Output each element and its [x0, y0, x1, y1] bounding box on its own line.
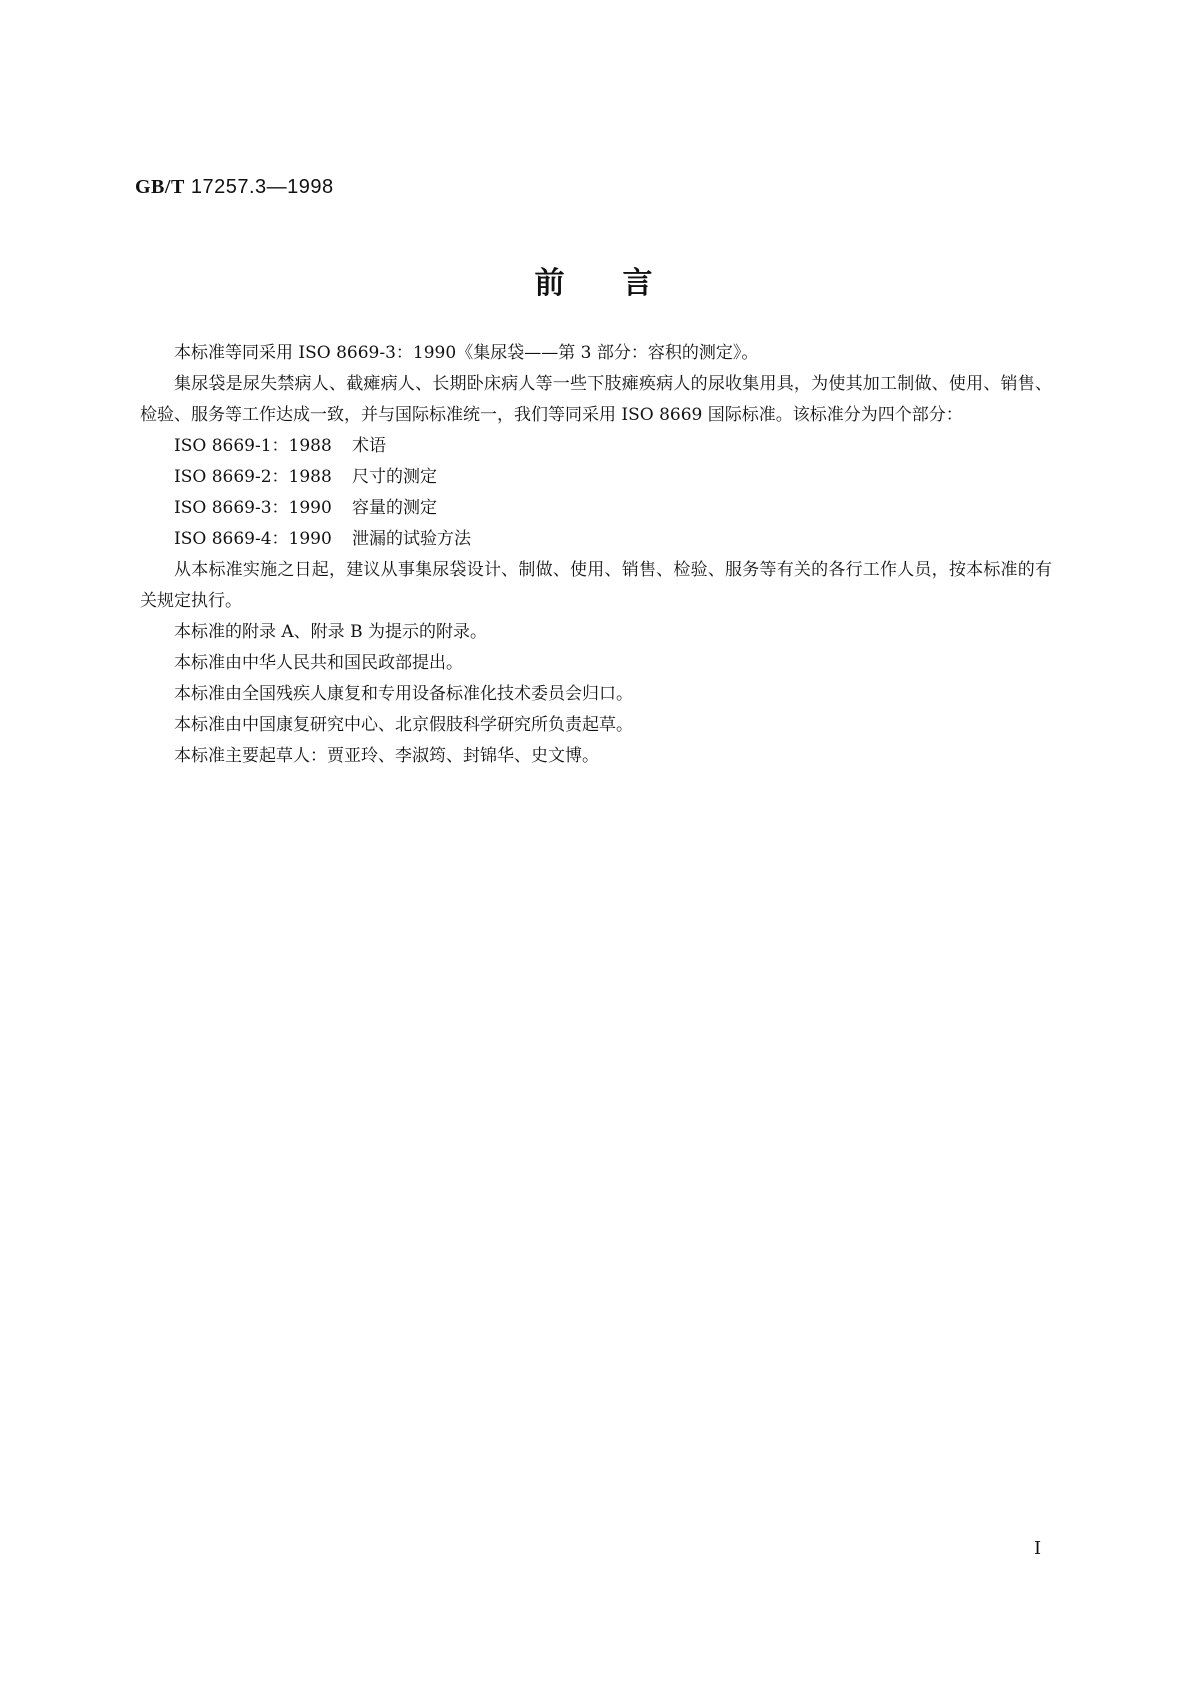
part-code: ISO 8669-3：1990 [174, 498, 332, 518]
foreword-body [140, 338, 1052, 772]
part-name: 泄漏的试验方法 [352, 529, 471, 549]
standard-prefix: GB/T [135, 176, 185, 198]
standard-number: 17257.3—1998 [190, 176, 334, 198]
page-title: 前言 [534, 266, 711, 301]
paragraph-appendix: 本标准的附录 A、附录 B 为提示的附录。 [174, 622, 487, 642]
part-code: ISO 8669-2：1988 [174, 467, 332, 487]
paragraph-drafting-org: 本标准由中国康复研究中心、北京假肢科学研究所负责起草。 [174, 715, 633, 735]
list-item [140, 524, 1052, 555]
paragraph-committee: 本标准由全国残疾人康复和专用设备标准化技术委员会归口。 [174, 684, 633, 704]
standard-code [135, 176, 334, 199]
page-number: I [1034, 1538, 1042, 1559]
paragraph-proposer: 本标准由中华人民共和国民政部提出。 [174, 653, 463, 673]
list-item [140, 493, 1052, 524]
paragraph-purpose: 集尿袋是尿失禁病人、截瘫病人、长期卧床病人等一些下肢瘫痪病人的尿收集用具，为使其加工制做、使用、销售、检验、服务等工作达成一致，并与国际标准统一，我们等同采用 ISO 8669 国际标准。该标准分为四个部分： [140, 374, 1052, 425]
list-item [140, 462, 1052, 493]
paragraph-adoption: 本标准等同采用 ISO 8669-3：1990《集尿袋——第 3 部分：容积的测定》。 [174, 343, 759, 363]
paragraph-drafters: 本标准主要起草人：贾亚玲、李淑筠、封锦华、史文博。 [174, 746, 599, 766]
part-code: ISO 8669-1：1988 [174, 436, 332, 456]
part-name: 术语 [352, 436, 386, 456]
part-name: 容量的测定 [352, 498, 437, 518]
paragraph-implementation: 从本标准实施之日起，建议从事集尿袋设计、制做、使用、销售、检验、服务等有关的各行工作人员，按本标准的有关规定执行。 [140, 560, 1052, 611]
list-item [140, 431, 1052, 462]
part-code: ISO 8669-4：1990 [174, 529, 332, 549]
part-name: 尺寸的测定 [352, 467, 437, 487]
